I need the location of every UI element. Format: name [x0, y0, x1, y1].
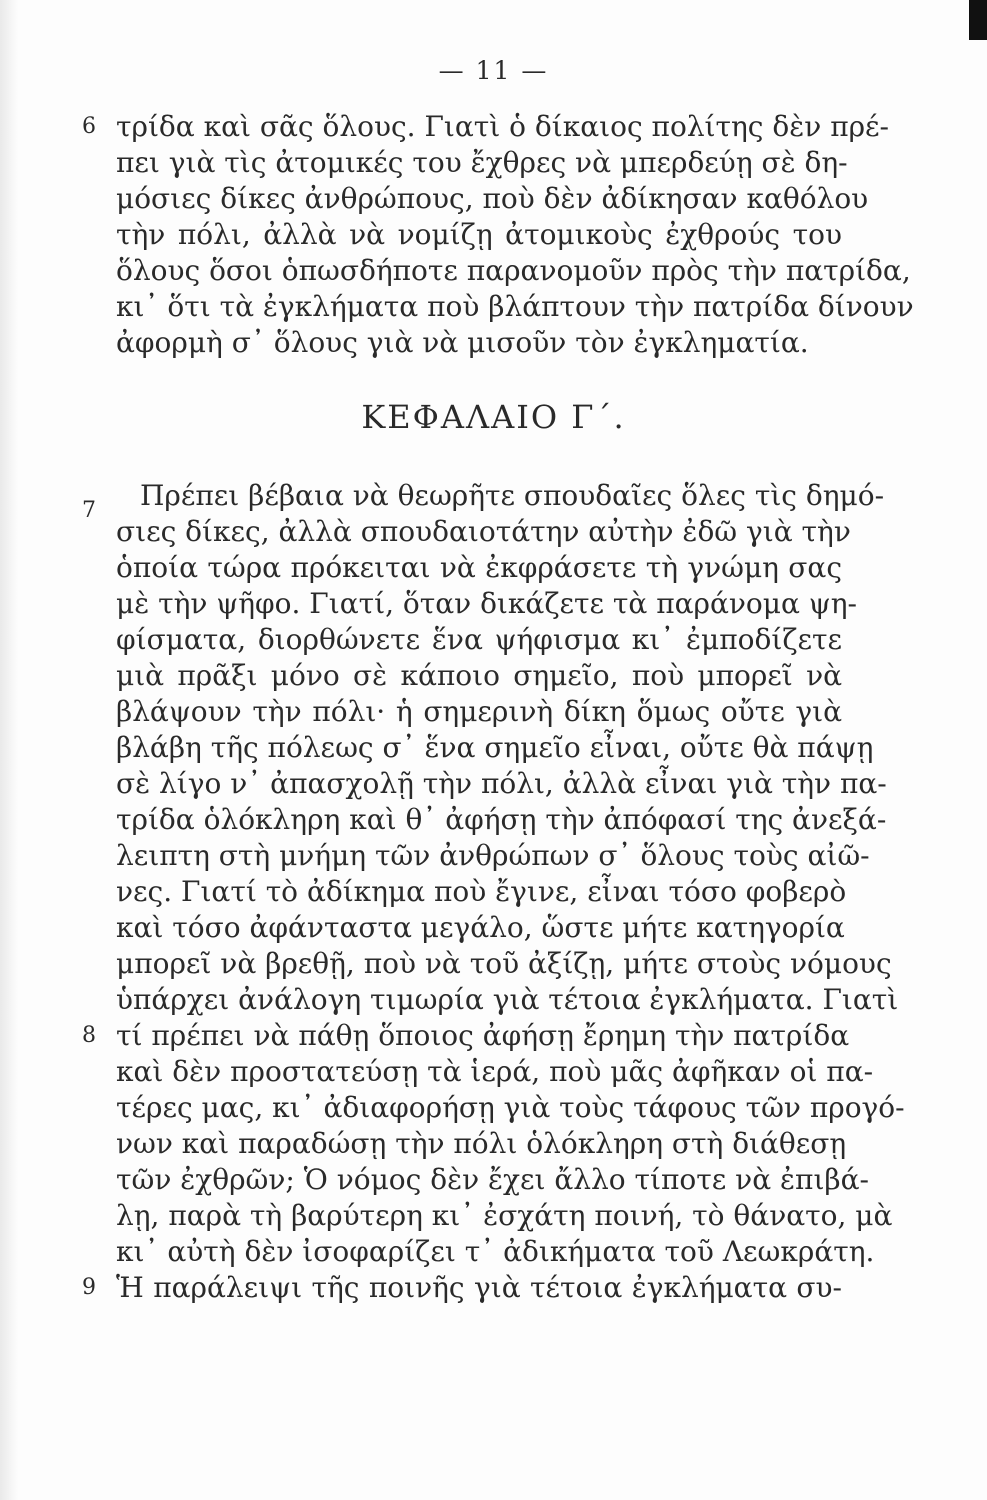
text-line: σιες δίκες, ἀλλὰ σπουδαιοτάτην αὐτὴν ἐδῶ γιὰ τὴν [116, 515, 851, 548]
text-line: τέρες μας, κι᾽ ἀδιαφορήσῃ γιὰ τοὺς τάφους τῶν προγό- [116, 1091, 905, 1124]
text-line: κι᾽ αὐτὴ δὲν ἰσοφαρίζει τ᾽ ἀδικήματα τοῦ Λεωκράτη. [116, 1235, 875, 1268]
text-line: καὶ τόσο ἀφάνταστα μεγάλο, ὥστε μήτε κατηγορία [116, 911, 845, 944]
text-line: ὑπάρχει ἀνάλογη τιμωρία γιὰ τέτοια ἐγκλήματα. Γιατὶ [116, 983, 899, 1016]
text-line: μιὰ πρᾶξι μόνο σὲ κάποιο σημεῖο, ποὺ μπορεῖ νὰ [116, 659, 842, 692]
text-line: φίσματα, διορθώνετε ἕνα ψήφισμα κι᾽ ἐμποδίζετε [116, 623, 842, 656]
text-line: λειπτη στὴ μνήμη τῶν ἀνθρώπων σ᾽ ὅλους τοὺς αἰῶ- [116, 839, 870, 872]
text-line: τρίδα ὁλόκληρη καὶ θ᾽ ἀφήσῃ τὴν ἀπόφασί της ἀνεξά- [116, 803, 887, 836]
text-line: τί πρέπει νὰ πάθῃ ὅποιος ἀφήσῃ ἔρημη τὴν πατρίδα [116, 1019, 850, 1052]
text-line: σὲ λίγο ν᾽ ἀπασχολῇ τὴν πόλι, ἀλλὰ εἶναι γιὰ τὴν πα- [116, 767, 887, 800]
text-line: κι᾽ ὅτι τὰ ἐγκλήματα ποὺ βλάπτουν τὴν πατρίδα δίνουν [116, 290, 914, 323]
text-line: τὴν πόλι, ἀλλὰ νὰ νομίζῃ ἀτομικοὺς ἐχθρούς του [116, 218, 842, 251]
text-line: ὁποία τώρα πρόκειται νὰ ἐκφράσετε τὴ γνώμη σας [116, 551, 842, 584]
text-line: μόσιες δίκες ἀνθρώπους, ποὺ δὲν ἀδίκησαν καθόλου [116, 182, 869, 215]
text-line: λῃ, παρὰ τὴ βαρύτερη κι᾽ ἐσχάτη ποινή, τὸ θάνατο, μὰ [116, 1199, 893, 1232]
text-line: καὶ δὲν προστατεύσῃ τὰ ἱερά, ποὺ μᾶς ἀφῆκαν οἱ πα- [116, 1055, 874, 1088]
section-number-8: 8 [82, 1023, 96, 1048]
text-line: πει γιὰ τὶς ἀτομικές του ἔχθρες νὰ μπερδεύῃ σὲ δη- [116, 146, 848, 179]
section-number-7: 7 [82, 498, 96, 523]
page-gutter-shadow [0, 0, 18, 1500]
text-line: Ἡ παράλειψι τῆς ποινῆς γιὰ τέτοια ἐγκλήματα συ- [116, 1271, 842, 1304]
text-line: τῶν ἐχθρῶν; Ὁ νόμος δὲν ἔχει ἄλλο τίποτε νὰ ἐπιβά- [116, 1163, 869, 1196]
text-line: μπορεῖ νὰ βρεθῇ, ποὺ νὰ τοῦ ἀξίζῃ, μήτε στοὺς νόμους [116, 947, 892, 980]
text-line: ὅλους ὅσοι ὁπωσδήποτε παρανομοῦν πρὸς τὴν πατρίδα, [116, 254, 911, 287]
section-number-9: 9 [82, 1275, 96, 1300]
text-line: ἀφορμὴ σ᾽ ὅλους γιὰ νὰ μισοῦν τὸν ἐγκληματία. [116, 326, 809, 359]
page-number: — 11 — [438, 56, 549, 85]
text-line: νες. Γιατί τὸ ἀδίκημα ποὺ ἔγινε, εἶναι τόσο φοβερὸ [116, 875, 847, 908]
text-line: βλάβη τῆς πόλεως σ᾽ ἕνα σημεῖο εἶναι, οὔτε θὰ πάψῃ [116, 731, 874, 764]
text-line: νων καὶ παραδώσῃ τὴν πόλι ὁλόκληρη στὴ διάθεσῃ [116, 1127, 847, 1160]
scan-corner-mark [969, 0, 987, 40]
text-line: τρίδα καὶ σᾶς ὅλους. Γιατὶ ὁ δίκαιος πολίτης δὲν πρέ- [116, 110, 890, 143]
chapter-heading: ΚΕΦΑΛΑΙΟ Γ΄. [361, 398, 626, 436]
text-line: μὲ τὴν ψῆφο. Γιατί, ὅταν δικάζετε τὰ παράνομα ψη- [116, 587, 857, 620]
section-number-6: 6 [82, 114, 96, 139]
text-line: Πρέπει βέβαια νὰ θεωρῆτε σπουδαῖες ὅλες τὶς δημό- [140, 479, 885, 512]
text-line: βλάψουν τὴν πόλι· ἡ σημερινὴ δίκη ὅμως οὔτε γιὰ [116, 695, 842, 728]
